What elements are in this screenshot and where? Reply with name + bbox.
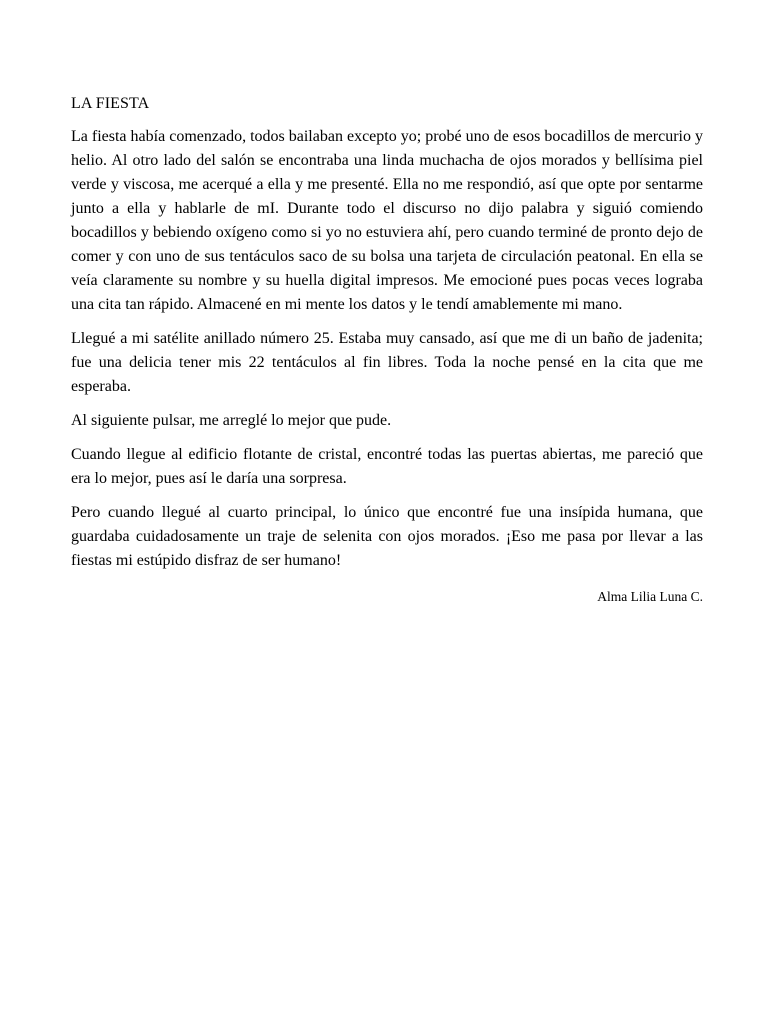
paragraph-2: Llegué a mi satélite anillado número 25. Estaba muy cansado, así que me di un baño de jadenita; fue una delicia tener mis 22 tentáculos al fin libres. Toda la noche pensé en la cita que me esperaba. [71, 330, 703, 395]
document-title: LA FIESTA [71, 95, 150, 112]
paragraph-4: Cuando llegue al edificio flotante de cristal, encontré todas las puertas abiertas, me pareció que era lo mejor, pues así le daría una sorpresa. [71, 446, 703, 487]
paragraph-1: La fiesta había comenzado, todos bailaban excepto yo; probé uno de esos bocadillos de mercurio y helio. Al otro lado del salón se encontraba una linda muchacha de ojos morados y bellísima piel verde y viscosa, me acerqué a ella y me presenté. Ella no me respondió, así que opte por sentarme junto a ella y hablarle de mI. Durante todo el discurso no dijo palabra y siguió comiendo bocadillos y bebiendo oxígeno como si yo no estuviera ahí, pero cuando terminé de pronto dejo de comer y con uno de sus tentáculos saco de su bolsa una tarjeta de circulación peatonal. En ella se veía claramente su nombre y su huella digital impresos. Me emocioné pues pocas veces lograba una cita tan rápido. Almacené en mi mente los datos y le tendí amablemente mi mano. [71, 128, 703, 313]
author-signature: Alma Lilia Luna C. [597, 589, 703, 604]
paragraph-3: Al siguiente pulsar, me arreglé lo mejor que pude. [71, 412, 392, 429]
document-body [71, 92, 703, 607]
paragraph-5: Pero cuando llegué al cuarto principal, lo único que encontré fue una insípida humana, que guardaba cuidadosamente un traje de selenita con ojos morados. ¡Eso me pasa por llevar a las fiestas mi estúpido disfraz de ser humano! [71, 504, 703, 569]
